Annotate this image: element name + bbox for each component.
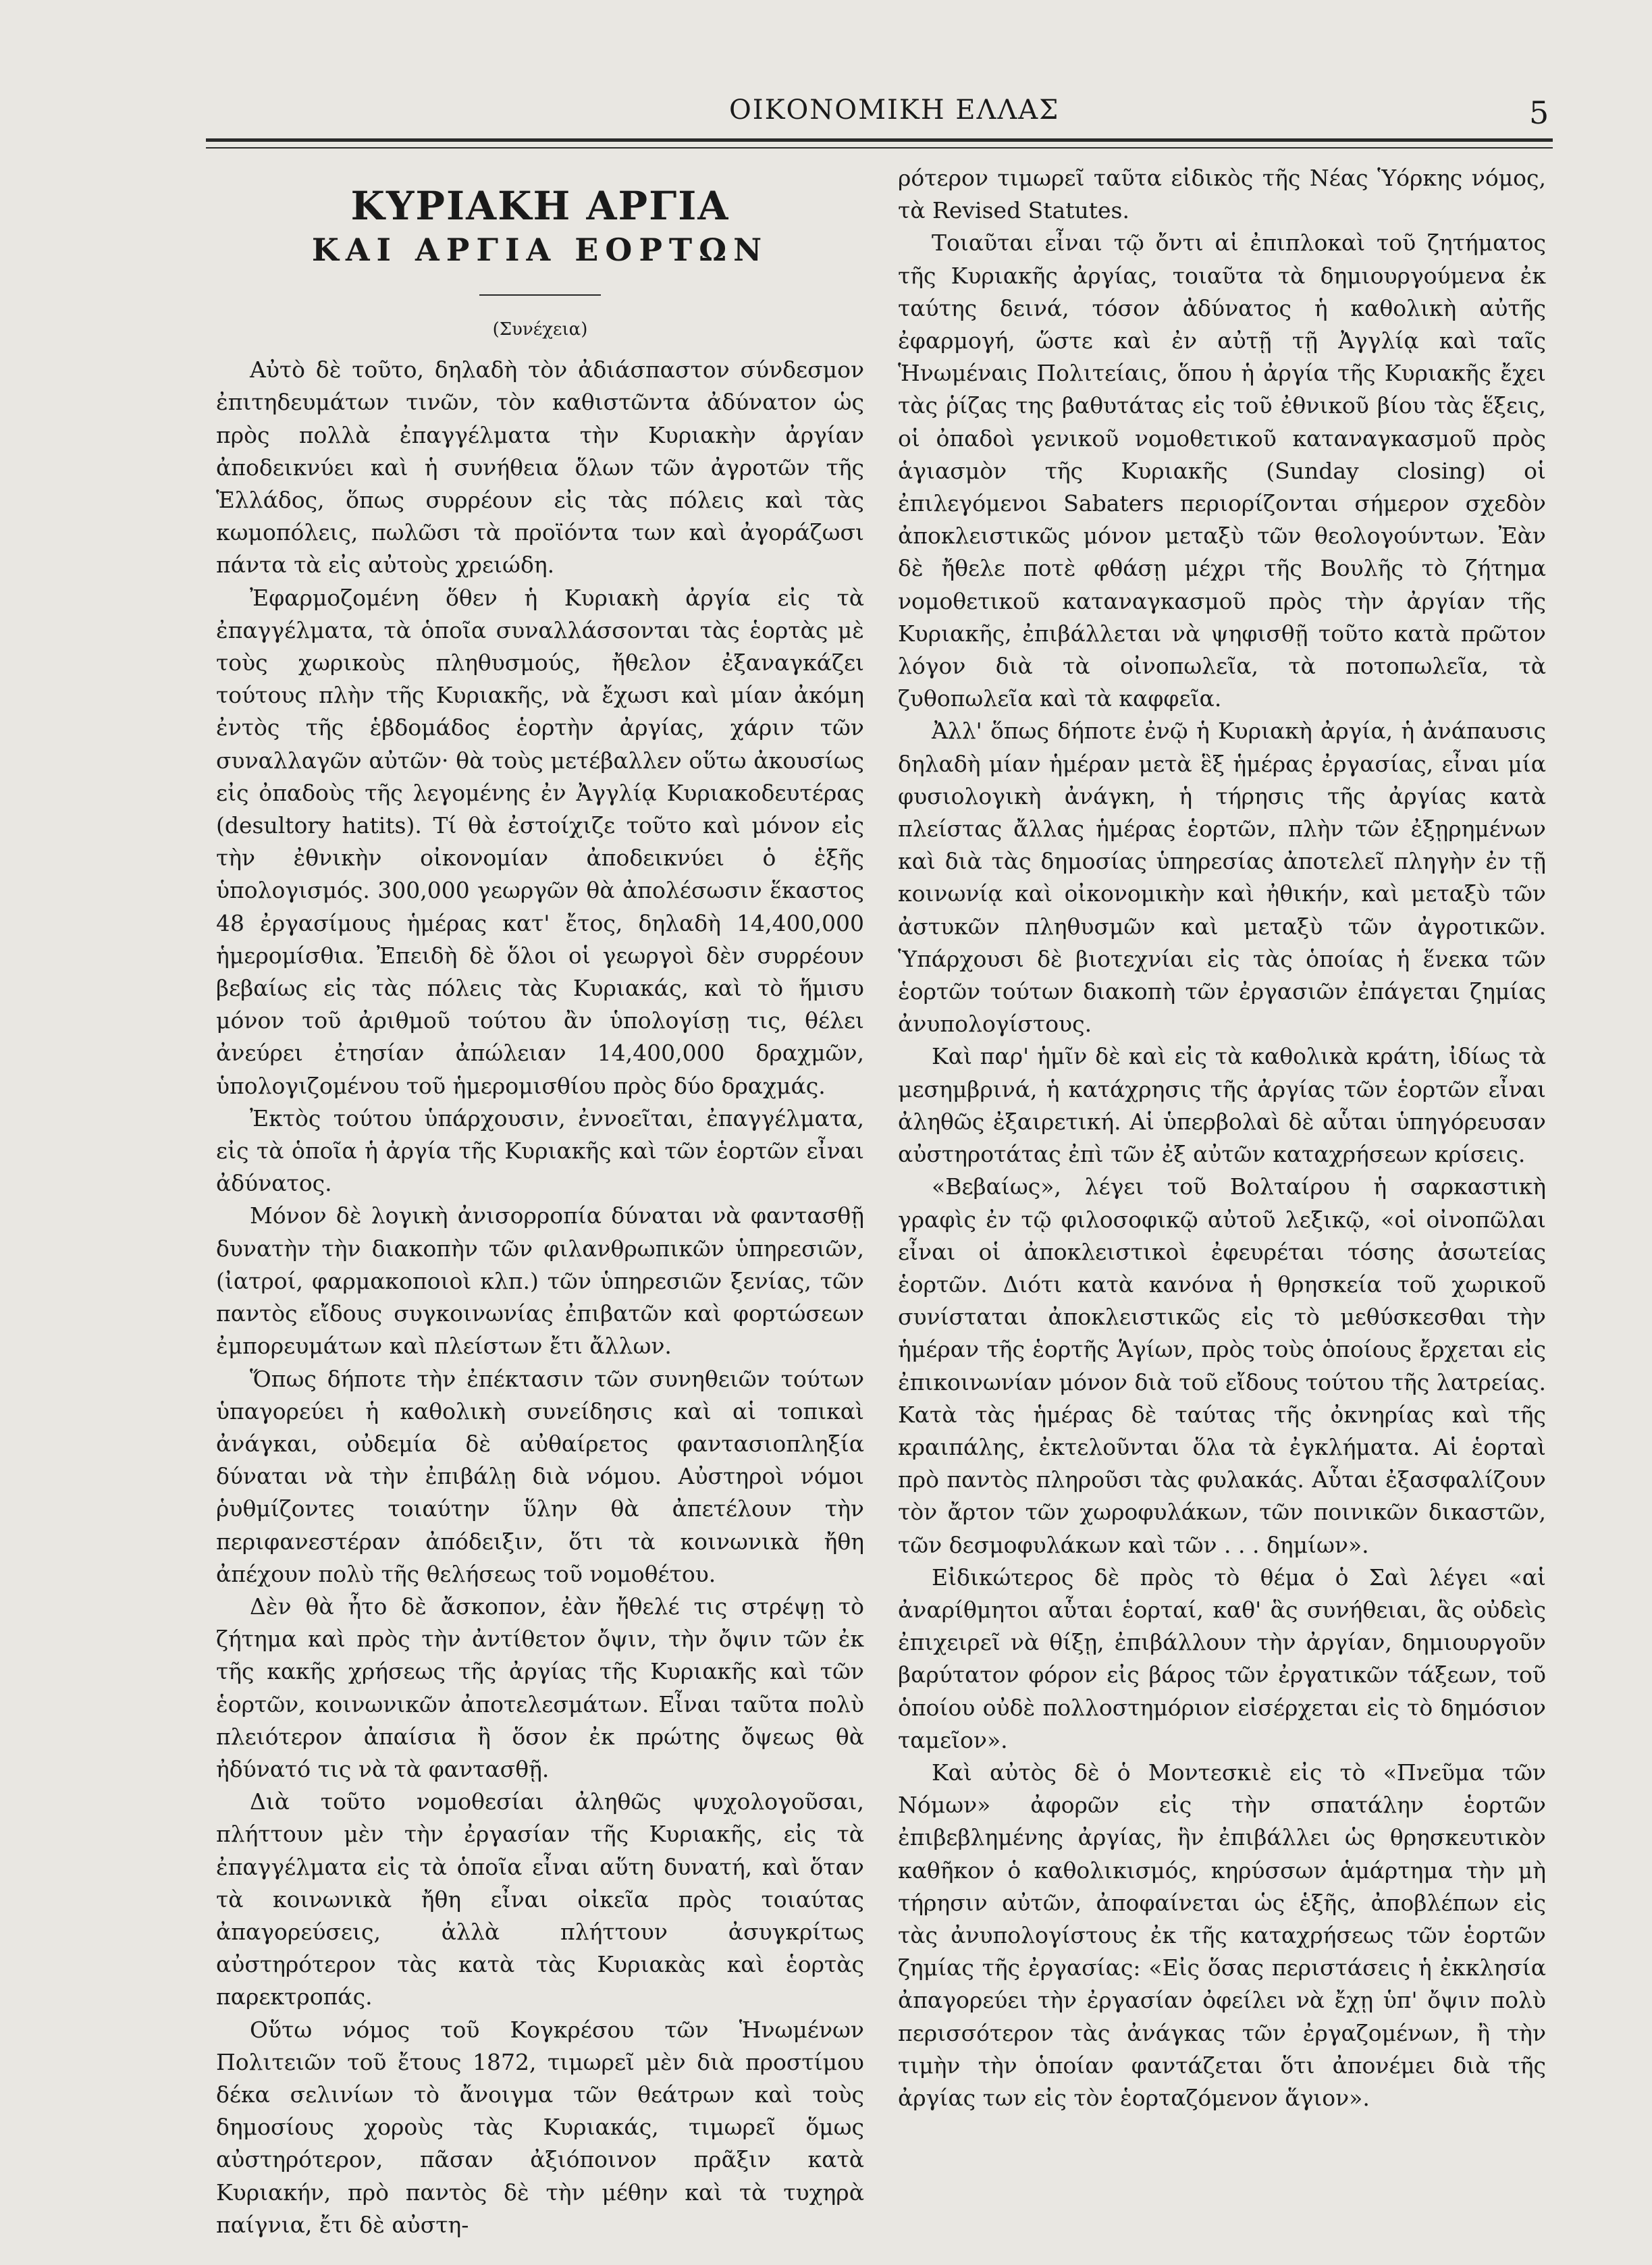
paragraph: Δὲν θὰ ἦτο δὲ ἄσκοπον, ἐὰν ἤθελέ τις στρέψῃ τὸ ζήτημα καὶ πρὸς τὴν ἀντίθετον ὄψιν, τὴν ὄψιν τῶν ἐκ τῆς κακῆς χρήσεως τῆς ἀργίας τῆς Κυριακῆς καὶ τῶν ἑορτῶν, κοινωνικῶν ἀποτελεσμάτων. Εἶναι ταῦτα πολὺ πλειότερον ἀπαίσια ἢ ὅσον ἐκ πρώτης ὄψεως θὰ ἠδύνατό τις νὰ τὰ φαντασθῇ. — [216, 1593, 864, 1782]
paragraph: Ἐφαρμοζομένη ὅθεν ἡ Κυριακὴ ἀργία εἰς τὰ ἐπαγγέλματα, τὰ ὁποῖα συναλλάσσονται τὰς ἑορτὰς μὲ τοὺς χωρικοὺς πληθυσμούς, ἤθελον ἐξαναγκάζει τούτους πλὴν τῆς Κυριακῆς, νὰ ἔχωσι καὶ μίαν ἀκόμη ἐντὸς τῆς ἑβδομάδος ἑορτὴν ἀργίας, χάριν τῶν συναλλαγῶν αὐτῶν· θὰ τοὺς μετέβαλλεν οὕτω ἀκουσίως εἰς ὀπαδοὺς τῆς λεγομένης ἐν Ἀγγλίᾳ Κυριακοδευτέρας (desultory hatits). Τί θὰ ἐστοίχιζε τοῦτο καὶ μόνον εἰς τὴν ἐθνικὴν οἰκονομίαν ἀποδεικνύει ὁ ἑξῆς ὑπολογισμός. 300,000 γεωργῶν θὰ ἀπολέσωσιν ἕκαστος 48 ἐργασίμους ἡμέρας κατ' ἔτος, δηλαδὴ 14,400,000 ἡμερομίσθια. Ἐπειδὴ δὲ ὅλοι οἱ γεωργοὶ δὲν συρρέουν βεβαίως εἰς τὰς πόλεις τὰς Κυριακάς, καὶ τὸ ἥμισυ μόνον τοῦ ἀριθμοῦ τούτου ἂν ὑπολογίσῃ τις, θέλει ἀνεύρει ἐτησίαν ἀπώλειαν 14,400,000 δραχμῶν, ὑπολογιζομένου τοῦ ἡμερομισθίου πρὸς δύο δραχμάς. — [216, 584, 864, 1099]
article-title: ΚΥΡΙΑΚΗ ΑΡΓΙΑ — [350, 183, 730, 229]
title-divider — [479, 294, 601, 296]
article-subtitle: ΚΑΙ ΑΡΓΙΑ ΕΟΡΤΩΝ — [311, 232, 769, 268]
paragraph: Ἐκτὸς τούτου ὑπάρχουσιν, ἐννοεῖται, ἐπαγγέλματα, εἰς τὰ ὁποῖα ἡ ἀργία τῆς Κυριακῆς καὶ τῶν ἑορτῶν εἶναι ἀδύνατος. — [216, 1104, 864, 1197]
paragraph: Εἰδικώτερος δὲ πρὸς τὸ θέμα ὁ Σαὶ λέγει «αἱ ἀναρίθμητοι αὗται ἑορταί, καθ' ἃς συνήθειαι, ἃς οὐδεὶς ἐπιχειρεῖ νὰ θίξῃ, ἐπιβάλλουν τὴν ἀργίαν, δημιουργοῦν βαρύτατον φόρον εἰς βάρος τῶν ἐργατικῶν τάξεων, τοῦ ὁποίου οὐδὲ πολλοστημόριον εἰσέρχεται εἰς τὸ δημόσιον ταμεῖον». — [898, 1564, 1546, 1753]
paragraph: Αὐτὸ δὲ τοῦτο, δηλαδὴ τὸν ἀδιάσπαστον σύνδεσμον ἐπιτηδευμάτων τινῶν, τὸν καθιστῶντα ἀδύνατον ὡς πρὸς πολλὰ ἐπαγγέλματα τὴν Κυριακὴν ἀργίαν ἀποδεικνύει καὶ ἡ συνήθεια ὅλων τῶν ἀγροτῶν τῆς Ἑλλάδος, ὅπως συρρέουν εἰς τὰς πόλεις καὶ τὰς κωμοπόλεις, πωλῶσι τὰ προϊόντα των καὶ ἀγοράζωσι πάντα τὰ εἰς αὐτοὺς χρειώδη. — [216, 356, 864, 579]
paragraph: Μόνον δὲ λογικὴ ἀνισορροπία δύναται νὰ φαντασθῇ δυνατὴν τὴν διακοπὴν τῶν φιλανθρωπικῶν ὑπηρεσιῶν, (ἰατροί, φαρμακοποιοὶ κλπ.) τῶν ὑπηρεσιῶν ξενίας, τῶν παντὸς εἴδους συγκοινωνίας ἐπιβατῶν καὶ φορτώσεων ἐμπορευμάτων καὶ πλείστων ἔτι ἄλλων. — [216, 1202, 864, 1360]
paragraph: Καὶ αὐτὸς δὲ ὁ Μοντεσκιὲ εἰς τὸ «Πνεῦμα τῶν Νόμων» ἀφορῶν εἰς τὴν σπατάλην ἑορτῶν ἐπιβεβλημένης ἀργίας, ἣν ἐπιβάλλει ὡς θρησκευτικὸν καθῆκον ὁ καθολικισμός, κηρύσσων ἁμάρτημα τὴν μὴ τήρησιν αὐτῶν, ἀποφαίνεται ὡς ἑξῆς, ἀποβλέπων εἰς τὰς ἀνυπολογίστους ἐκ τῆς καταχρήσεως τῶν ἑορτῶν ζημίας τῆς ἐργασίας: «Εἰς ὅσας περιστάσεις ἡ ἐκκλησία ἀπαγορεύει τὴν ἐργασίαν ὀφείλει νὰ ἔχῃ ὑπ' ὄψιν πολὺ περισσότερον τὰς ἀνάγκας τῶν ἐργαζομένων, ἢ τὴν τιμὴν τὴν ὁποίαν φαντάζεται ὅτι ἀπονέμει διὰ τῆς ἀργίας των εἰς τὸν ἑορταζόμενον ἅγιον». — [898, 1759, 1546, 2111]
paragraph-continuation: ρότερον τιμωρεῖ ταῦτα εἰδικὸς τῆς Νέας Ὑόρκης νόμος, τὰ Revised Statutes. — [898, 165, 1546, 224]
header-rule-thin — [206, 147, 1553, 149]
right-column — [898, 162, 1546, 2114]
paragraph: Ὅπως δήποτε τὴν ἐπέκτασιν τῶν συνηθειῶν τούτων ὑπαγορεύει ἡ καθολικὴ συνείδησις καὶ αἱ τοπικαὶ ἀνάγκαι, οὐδεμία δὲ αὐθαίρετος φαντασιοπληξία δύναται νὰ τὴν ἐπιβάλῃ διὰ νόμου. Αὐστηροὶ νόμοι ῥυθμίζοντες τοιαύτην ὕλην θὰ ἀπετέλουν τὴν περιφανεστέραν ἀπόδειξιν, ὅτι τὰ κοινωνικὰ ἤθη ἀπέχουν πολὺ τῆς θελήσεως τοῦ νομοθέτου. — [216, 1365, 864, 1587]
header-rule-thick — [206, 138, 1553, 142]
article-title-block — [216, 182, 864, 346]
paragraph: Καὶ παρ' ἡμῖν δὲ καὶ εἰς τὰ καθολικὰ κράτη, ἰδίως τὰ μεσημβρινά, ἡ κατάχρησις τῆς ἀργίας τῶν ἑορτῶν εἶναι ἀληθῶς ἐξαιρετική. Αἱ ὑπερβολαὶ δὲ αὗται ὑπηγόρευσαν αὐστηροτάτας ἐπὶ τῶν ἐξ αὐτῶν καταχρήσεων κρίσεις. — [898, 1043, 1546, 1168]
paragraph: Ἀλλ' ὅπως δήποτε ἐνῷ ἡ Κυριακὴ ἀργία, ἡ ἀνάπαυσις δηλαδὴ μίαν ἡμέραν μετὰ ἓξ ἡμέρας ἐργασίας, εἶναι μία φυσιολογικὴ ἀνάγκη, ἡ τήρησις τῆς ἀργίας κατὰ πλείστας ἄλλας ἡμέρας ἑορτῶν, πλὴν τῶν ἐξῃρημένων καὶ διὰ τὰς δημοσίας ὑπηρεσίας ἀποτελεῖ πληγὴν ἐν τῇ κοινωνίᾳ καὶ οἰκονομικὴν καὶ ἠθικήν, καὶ μεταξὺ τῶν ἀστυκῶν πληθυσμῶν καὶ μεταξὺ τῶν ἀγροτικῶν. Ὑπάρχουσι δὲ βιοτεχνίαι εἰς τὰς ὁποίας ἡ ἕνεκα τῶν ἑορτῶν τούτων διακοπὴ τῶν ἐργασιῶν ἐπάγεται ζημίας ἀνυπολογίστους. — [898, 718, 1546, 1038]
left-column — [216, 162, 864, 2241]
paragraph: Τοιαῦται εἶναι τῷ ὄντι αἱ ἐπιπλοκαὶ τοῦ ζητήματος τῆς Κυριακῆς ἀργίας, τοιαῦτα τὰ δημιουργούμενα ἐκ ταύτης δεινά, τόσον ἀδύνατος ἡ καθολικὴ αὐτῆς ἐφαρμογή, ὥστε καὶ ἐν αὐτῇ τῇ Ἀγγλίᾳ καὶ ταῖς Ἡνωμέναις Πολιτείαις, ὅπου ἡ ἀργία τῆς Κυριακῆς ἔχει τὰς ῥίζας της βαθυτάτας εἰς τοῦ ἐθνικοῦ βίου τὰς ἕξεις, οἱ ὀπαδοὶ γενικοῦ νομοθετικοῦ καταναγκασμοῦ πρὸς ἁγιασμὸν τῆς Κυριακῆς (Sunday closing) οἱ ἐπιλεγόμενοι Sabaters περιορίζονται σήμερον σχεδὸν ἀποκλειστικῶς μόνον μεταξὺ τῶν θεολογούντων. Ἐὰν δὲ ἤθελε ποτὲ φθάσῃ μέχρι τῆς Βουλῆς τὸ ζήτημα νομοθετικοῦ καταναγκασμοῦ πρὸς τὴν ἀργίαν τῆς Κυριακῆς, ἐπιβάλλεται νὰ ψηφισθῇ τοῦτο κατὰ πρῶτον λόγον διὰ τὰ οἰνοπωλεῖα, τὰ ποτοπωλεῖα, τὰ ζυθοπωλεῖα καὶ τὰ καφφεῖα. — [898, 230, 1546, 712]
page-number: 5 — [1529, 95, 1549, 131]
running-head: ΟΙΚΟΝΟΜΙΚΗ ΕΛΛΑΣ — [729, 95, 1060, 126]
paragraph: «Βεβαίως», λέγει τοῦ Βολταίρου ἡ σαρκαστικὴ γραφὶς ἐν τῷ φιλοσοφικῷ αὐτοῦ λεξικῷ, «οἱ οἰνοπῶλαι εἶναι οἱ ἀποκλειστικοὶ ἐφευρέται τόσης ἀσωτείας ἑορτῶν. Διότι κατὰ κανόνα ἡ θρησκεία τοῦ χωρικοῦ συνίσταται ἀποκλειστικῶς εἰς τὸ μεθύσκεσθαι τὴν ἡμέραν τῆς ἑορτῆς Ἁγίων, πρὸς τοὺς ὁποίους ἔρχεται εἰς ἐπικοινωνίαν μόνον διὰ τοῦ εἴδους τούτου τῆς λατρείας. Κατὰ τὰς ἡμέρας δὲ ταύτας τῆς ὀκνηρίας καὶ τῆς κραιπάλης, ἐκτελοῦνται ὅλα τὰ ἐγκλήματα. Αἱ ἑορταὶ πρὸ παντὸς πληροῦσι τὰς φυλακάς. Αὗται ἐξασφαλίζουν τὸν ἄρτον τῶν χωροφυλάκων, τῶν ποινικῶν δικαστῶν, τῶν δεσμοφυλάκων καὶ τῶν . . . δημίων». — [898, 1173, 1546, 1558]
paragraph: Διὰ τοῦτο νομοθεσίαι ἀληθῶς ψυχολογοῦσαι, πλήττουν μὲν τὴν ἐργασίαν τῆς Κυριακῆς, εἰς τὰ ἐπαγγέλματα εἰς τὰ ὁποῖα εἶναι αὕτη δυνατή, καὶ ὅταν τὰ κοινωνικὰ ἤθη εἶναι οἰκεῖα πρὸς τοιαύτας ἀπαγορεύσεις, ἀλλὰ πλήττουν ἀσυγκρίτως αὐστηρότερον τὰς κατὰ τὰς Κυριακὰς καὶ ἑορτὰς παρεκτροπάς. — [216, 1788, 864, 2010]
paragraph: Οὕτω νόμος τοῦ Κογκρέσου τῶν Ἡνωμένων Πολιτειῶν τοῦ ἔτους 1872, τιμωρεῖ μὲν διὰ προστίμου δέκα σελινίων τὸ ἄνοιγμα τῶν θεάτρων καὶ τοὺς δημοσίους χοροὺς τὰς Κυριακάς, τιμωρεῖ ὅμως αὐστηρότερον, πᾶσαν ἀξιόποινον πρᾶξιν κατὰ Κυριακήν, πρὸ παντὸς δὲ τὴν μέθην καὶ τὰ τυχηρὰ παίγνια, ἔτι δὲ αὐστη- — [216, 2016, 864, 2238]
continued-note: (Συνέχεια) — [492, 319, 588, 340]
